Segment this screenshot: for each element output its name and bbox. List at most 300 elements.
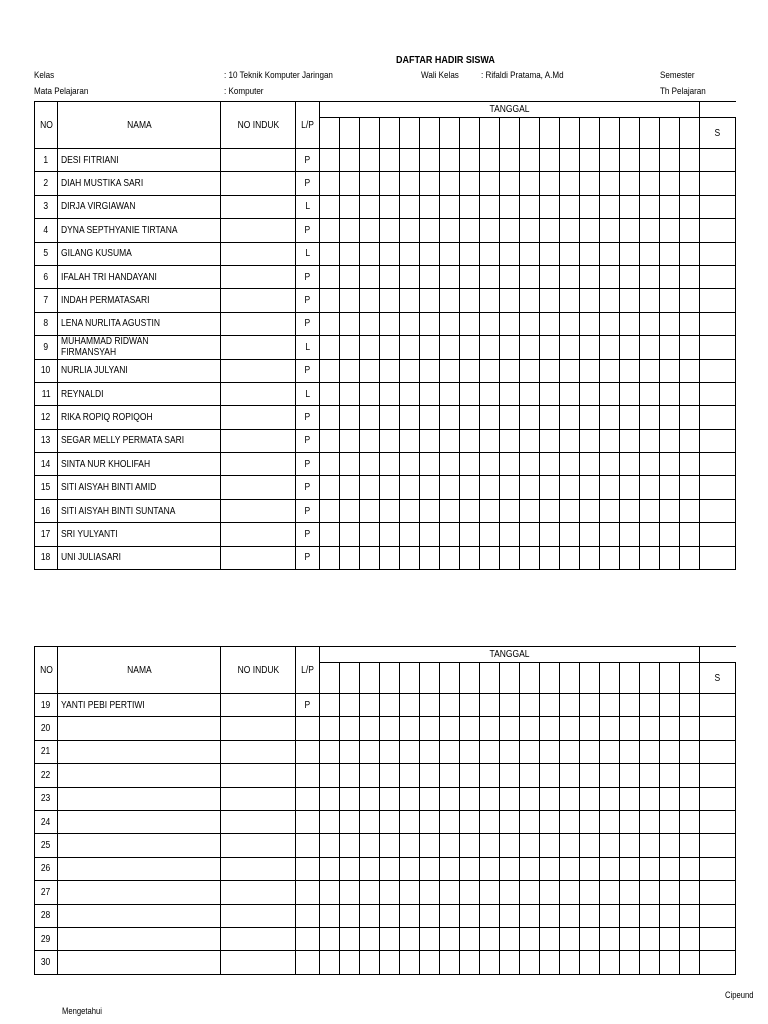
attendance-cell xyxy=(440,429,460,452)
attendance-cell xyxy=(320,546,340,569)
attendance-cell xyxy=(340,951,360,974)
attendance-cell xyxy=(500,172,520,195)
attendance-cell xyxy=(480,219,500,242)
sick-count-cell xyxy=(700,857,736,880)
attendance-cell xyxy=(320,219,340,242)
attendance-cell xyxy=(560,499,580,522)
attendance-cell xyxy=(380,857,400,880)
attendance-cell xyxy=(340,265,360,288)
student-gender xyxy=(296,429,320,452)
attendance-cell xyxy=(640,476,660,499)
attendance-cell xyxy=(560,476,580,499)
attendance-cell xyxy=(680,904,700,927)
attendance-cell xyxy=(320,523,340,546)
attendance-cell xyxy=(520,881,540,904)
table1-header-s-top xyxy=(700,102,736,118)
student-gender xyxy=(296,219,320,242)
attendance-cell xyxy=(440,172,460,195)
attendance-cell xyxy=(440,717,460,740)
attendance-cell xyxy=(420,312,440,335)
attendance-cell xyxy=(680,857,700,880)
attendance-cell xyxy=(660,787,680,810)
attendance-cell xyxy=(640,857,660,880)
attendance-cell xyxy=(540,406,560,429)
attendance-cell xyxy=(520,694,540,717)
attendance-cell xyxy=(620,265,640,288)
attendance-cell xyxy=(620,904,640,927)
row-number xyxy=(35,359,58,382)
student-gender xyxy=(296,764,320,787)
sick-count-cell xyxy=(700,336,736,359)
attendance-cell xyxy=(600,289,620,312)
attendance-cell xyxy=(320,740,340,763)
table2-header-tanggal xyxy=(320,647,700,663)
attendance-cell xyxy=(620,195,640,218)
attendance-cell xyxy=(440,453,460,476)
attendance-cell xyxy=(460,499,480,522)
row-number xyxy=(35,312,58,335)
table-row xyxy=(35,453,736,476)
attendance-cell xyxy=(340,834,360,857)
attendance-cell xyxy=(580,195,600,218)
attendance-cell xyxy=(640,499,660,522)
student-gender xyxy=(296,834,320,857)
attendance-cell xyxy=(320,242,340,265)
attendance-cell xyxy=(600,523,620,546)
student-name-text: MUHAMMAD RIDWAN FIRMANSYAH xyxy=(61,336,149,359)
attendance-cell xyxy=(640,927,660,950)
row-number-text: 17 xyxy=(41,528,51,540)
attendance-cell xyxy=(420,740,440,763)
attendance-cell xyxy=(540,429,560,452)
table-row xyxy=(35,523,736,546)
attendance-cell xyxy=(440,476,460,499)
sick-count-cell xyxy=(700,787,736,810)
attendance-cell xyxy=(520,857,540,880)
attendance-cell xyxy=(580,499,600,522)
attendance-cell xyxy=(560,172,580,195)
attendance-cell xyxy=(380,834,400,857)
attendance-cell xyxy=(660,219,680,242)
table-row xyxy=(35,904,736,927)
attendance-cell xyxy=(540,951,560,974)
attendance-cell xyxy=(360,834,380,857)
attendance-cell xyxy=(480,453,500,476)
attendance-cell xyxy=(340,694,360,717)
attendance-cell xyxy=(420,717,440,740)
attendance-cell xyxy=(560,717,580,740)
table1-date-cell xyxy=(500,118,520,149)
attendance-cell xyxy=(560,359,580,382)
table1-date-cell xyxy=(680,118,700,149)
attendance-cell xyxy=(460,740,480,763)
table1-header-no-induk-text: NO INDUK xyxy=(237,119,279,131)
attendance-cell xyxy=(680,336,700,359)
attendance-cell xyxy=(480,546,500,569)
attendance-cell xyxy=(320,359,340,382)
attendance-cell xyxy=(640,406,660,429)
mapel-label: Mata Pelajaran xyxy=(34,86,89,97)
attendance-cell xyxy=(640,717,660,740)
attendance-cell xyxy=(640,382,660,405)
student-gender-text: P xyxy=(304,154,311,166)
attendance-cell xyxy=(680,927,700,950)
attendance-cell xyxy=(660,265,680,288)
attendance-cell xyxy=(340,546,360,569)
attendance-cell xyxy=(400,499,420,522)
student-gender xyxy=(296,195,320,218)
row-number xyxy=(35,834,58,857)
student-name xyxy=(58,810,221,833)
table2-date-cell xyxy=(600,663,620,694)
attendance-cell xyxy=(360,740,380,763)
attendance-cell xyxy=(380,904,400,927)
attendance-cell xyxy=(320,336,340,359)
attendance-cell xyxy=(460,927,480,950)
attendance-cell xyxy=(620,740,640,763)
attendance-cell xyxy=(620,289,640,312)
row-number xyxy=(35,881,58,904)
attendance-cell xyxy=(600,951,620,974)
row-number-text: 12 xyxy=(41,411,51,423)
attendance-cell xyxy=(520,740,540,763)
attendance-cell xyxy=(360,219,380,242)
student-name xyxy=(58,740,221,763)
attendance-cell xyxy=(320,195,340,218)
row-number xyxy=(35,265,58,288)
attendance-cell xyxy=(560,904,580,927)
semester-label: Semester xyxy=(660,70,695,81)
student-name-text: SRI YULYANTI xyxy=(61,528,118,540)
student-no-induk xyxy=(221,336,296,359)
attendance-cell xyxy=(420,694,440,717)
table2-date-cell xyxy=(500,663,520,694)
attendance-cell xyxy=(560,219,580,242)
attendance-cell xyxy=(600,499,620,522)
attendance-cell xyxy=(600,927,620,950)
attendance-cell xyxy=(560,523,580,546)
student-gender-text: P xyxy=(304,505,311,517)
student-gender xyxy=(296,312,320,335)
table1-header-no-text: NO xyxy=(39,119,53,131)
attendance-cell xyxy=(620,149,640,172)
sick-count-cell xyxy=(700,546,736,569)
student-gender xyxy=(296,359,320,382)
attendance-cell xyxy=(400,172,420,195)
attendance-cell xyxy=(500,740,520,763)
attendance-cell xyxy=(400,149,420,172)
row-number-text: 22 xyxy=(41,769,51,781)
row-number-text: 3 xyxy=(43,201,49,213)
attendance-cell xyxy=(460,336,480,359)
student-gender xyxy=(296,336,320,359)
student-name xyxy=(58,546,221,569)
student-gender xyxy=(296,740,320,763)
table2-header-lp xyxy=(296,647,320,694)
attendance-cell xyxy=(460,881,480,904)
attendance-cell xyxy=(500,764,520,787)
attendance-cell xyxy=(440,242,460,265)
table2-date-cell xyxy=(480,663,500,694)
table2-header-no-text: NO xyxy=(39,664,53,676)
row-number-text: 23 xyxy=(41,793,51,805)
attendance-cell xyxy=(420,881,440,904)
attendance-cell xyxy=(660,312,680,335)
attendance-cell xyxy=(580,476,600,499)
attendance-cell xyxy=(600,453,620,476)
attendance-cell xyxy=(680,881,700,904)
student-name xyxy=(58,453,221,476)
student-name-text: LENA NURLITA AGUSTIN xyxy=(61,318,161,330)
sick-count-cell xyxy=(700,951,736,974)
attendance-cell xyxy=(480,172,500,195)
attendance-cell xyxy=(440,694,460,717)
footer-place: Cipeund xyxy=(725,990,754,1000)
attendance-cell xyxy=(540,172,560,195)
attendance-cell xyxy=(440,904,460,927)
table2-header-no xyxy=(35,647,58,694)
attendance-cell xyxy=(320,904,340,927)
student-gender-text: P xyxy=(304,435,311,447)
attendance-cell xyxy=(400,382,420,405)
attendance-cell xyxy=(360,429,380,452)
table-row xyxy=(35,951,736,974)
student-gender-text: P xyxy=(304,482,311,494)
attendance-cell xyxy=(660,740,680,763)
attendance-cell xyxy=(520,764,540,787)
table-row xyxy=(35,265,736,288)
attendance-cell xyxy=(360,336,380,359)
row-number xyxy=(35,857,58,880)
attendance-cell xyxy=(520,312,540,335)
attendance-cell xyxy=(320,172,340,195)
attendance-cell xyxy=(680,717,700,740)
student-name xyxy=(58,429,221,452)
student-no-induk xyxy=(221,717,296,740)
sick-count-cell xyxy=(700,740,736,763)
attendance-cell xyxy=(640,453,660,476)
attendance-cell xyxy=(460,219,480,242)
student-name xyxy=(58,717,221,740)
attendance-cell xyxy=(500,834,520,857)
row-number-text: 14 xyxy=(41,458,51,470)
attendance-cell xyxy=(440,406,460,429)
attendance-cell xyxy=(540,764,560,787)
table2-header-nama xyxy=(58,647,221,694)
table2-header-tanggal-text: TANGGAL xyxy=(489,649,530,660)
attendance-cell xyxy=(680,219,700,242)
attendance-cell xyxy=(580,336,600,359)
table-row xyxy=(35,359,736,382)
attendance-cell xyxy=(540,499,560,522)
row-number xyxy=(35,764,58,787)
student-gender xyxy=(296,694,320,717)
table1-header-s xyxy=(700,118,736,149)
table2-date-cell xyxy=(660,663,680,694)
attendance-cell xyxy=(500,406,520,429)
attendance-cell xyxy=(520,265,540,288)
attendance-cell xyxy=(380,951,400,974)
row-number xyxy=(35,195,58,218)
attendance-cell xyxy=(600,881,620,904)
student-name xyxy=(58,764,221,787)
attendance-cell xyxy=(600,429,620,452)
table-row xyxy=(35,429,736,452)
table1-date-cell xyxy=(420,118,440,149)
attendance-cell xyxy=(580,265,600,288)
attendance-cell xyxy=(580,219,600,242)
attendance-cell xyxy=(340,406,360,429)
attendance-cell xyxy=(380,740,400,763)
document-title: DAFTAR HADIR SISWA xyxy=(396,55,495,66)
attendance-cell xyxy=(360,787,380,810)
kelas-label: Kelas xyxy=(34,70,55,81)
student-gender-text: P xyxy=(304,271,311,283)
attendance-cell xyxy=(520,717,540,740)
sick-count-cell xyxy=(700,476,736,499)
table-row xyxy=(35,149,736,172)
attendance-cell xyxy=(320,951,340,974)
attendance-cell xyxy=(560,787,580,810)
attendance-cell xyxy=(380,927,400,950)
student-no-induk xyxy=(221,242,296,265)
attendance-cell xyxy=(320,857,340,880)
row-number xyxy=(35,523,58,546)
table1-date-cell xyxy=(400,118,420,149)
student-no-induk xyxy=(221,172,296,195)
table2-date-cell xyxy=(360,663,380,694)
sick-count-cell xyxy=(700,312,736,335)
student-name-text: DIRJA VIRGIAWAN xyxy=(61,201,136,213)
tahun-pelajaran-label: Th Pelajaran xyxy=(660,86,706,97)
attendance-cell xyxy=(420,382,440,405)
attendance-cell xyxy=(560,951,580,974)
attendance-cell xyxy=(680,195,700,218)
attendance-cell xyxy=(660,406,680,429)
row-number xyxy=(35,429,58,452)
attendance-cell xyxy=(660,904,680,927)
table1-header-no-induk xyxy=(221,102,296,149)
attendance-cell xyxy=(560,382,580,405)
attendance-cell xyxy=(600,359,620,382)
attendance-cell xyxy=(380,289,400,312)
attendance-cell xyxy=(440,857,460,880)
sick-count-cell xyxy=(700,694,736,717)
attendance-cell xyxy=(500,219,520,242)
row-number xyxy=(35,927,58,950)
attendance-cell xyxy=(620,172,640,195)
attendance-cell xyxy=(620,951,640,974)
attendance-cell xyxy=(480,764,500,787)
attendance-cell xyxy=(340,904,360,927)
row-number xyxy=(35,740,58,763)
attendance-cell xyxy=(320,787,340,810)
attendance-cell xyxy=(360,546,380,569)
attendance-cell xyxy=(480,717,500,740)
attendance-cell xyxy=(380,265,400,288)
attendance-cell xyxy=(380,453,400,476)
attendance-cell xyxy=(480,834,500,857)
student-name xyxy=(58,242,221,265)
attendance-cell xyxy=(460,523,480,546)
table2-date-cell xyxy=(640,663,660,694)
attendance-cell xyxy=(660,523,680,546)
student-gender-text: L xyxy=(305,201,310,213)
attendance-cell xyxy=(400,219,420,242)
attendance-cell xyxy=(340,857,360,880)
attendance-cell xyxy=(440,740,460,763)
attendance-cell xyxy=(680,523,700,546)
attendance-cell xyxy=(460,359,480,382)
attendance-cell xyxy=(520,810,540,833)
student-no-induk xyxy=(221,927,296,950)
attendance-cell xyxy=(540,857,560,880)
attendance-cell xyxy=(600,764,620,787)
student-gender xyxy=(296,499,320,522)
row-number xyxy=(35,694,58,717)
attendance-cell xyxy=(320,927,340,950)
row-number-text: 4 xyxy=(43,224,49,236)
row-number xyxy=(35,453,58,476)
sick-count-cell xyxy=(700,523,736,546)
attendance-cell xyxy=(680,810,700,833)
row-number-text: 16 xyxy=(41,505,51,517)
attendance-cell xyxy=(540,289,560,312)
attendance-cell xyxy=(440,764,460,787)
student-no-induk xyxy=(221,359,296,382)
row-number-text: 11 xyxy=(41,388,51,400)
table-row xyxy=(35,927,736,950)
attendance-cell xyxy=(440,499,460,522)
attendance-cell xyxy=(440,265,460,288)
student-gender xyxy=(296,289,320,312)
student-name xyxy=(58,312,221,335)
attendance-cell xyxy=(640,834,660,857)
table-row xyxy=(35,242,736,265)
table1-date-cell xyxy=(360,118,380,149)
attendance-cell xyxy=(420,429,440,452)
table1-date-cell xyxy=(640,118,660,149)
attendance-cell xyxy=(620,717,640,740)
sick-count-cell xyxy=(700,219,736,242)
table2-header-s-text: S xyxy=(714,672,721,684)
attendance-cell xyxy=(540,382,560,405)
attendance-cell xyxy=(360,717,380,740)
attendance-cell xyxy=(460,810,480,833)
attendance-cell xyxy=(440,312,460,335)
attendance-cell xyxy=(540,523,560,546)
row-number xyxy=(35,787,58,810)
attendance-cell xyxy=(640,429,660,452)
attendance-cell xyxy=(440,195,460,218)
attendance-cell xyxy=(580,951,600,974)
student-name-text: DESI FITRIANI xyxy=(61,154,119,166)
row-number-text: 29 xyxy=(41,933,51,945)
sick-count-cell xyxy=(700,453,736,476)
attendance-cell xyxy=(680,764,700,787)
attendance-cell xyxy=(480,787,500,810)
attendance-cell xyxy=(380,195,400,218)
student-name xyxy=(58,336,221,359)
student-no-induk xyxy=(221,149,296,172)
attendance-cell xyxy=(580,289,600,312)
attendance-cell xyxy=(340,476,360,499)
student-no-induk xyxy=(221,694,296,717)
student-no-induk xyxy=(221,429,296,452)
attendance-cell xyxy=(360,927,380,950)
attendance-cell xyxy=(480,523,500,546)
attendance-cell xyxy=(520,523,540,546)
